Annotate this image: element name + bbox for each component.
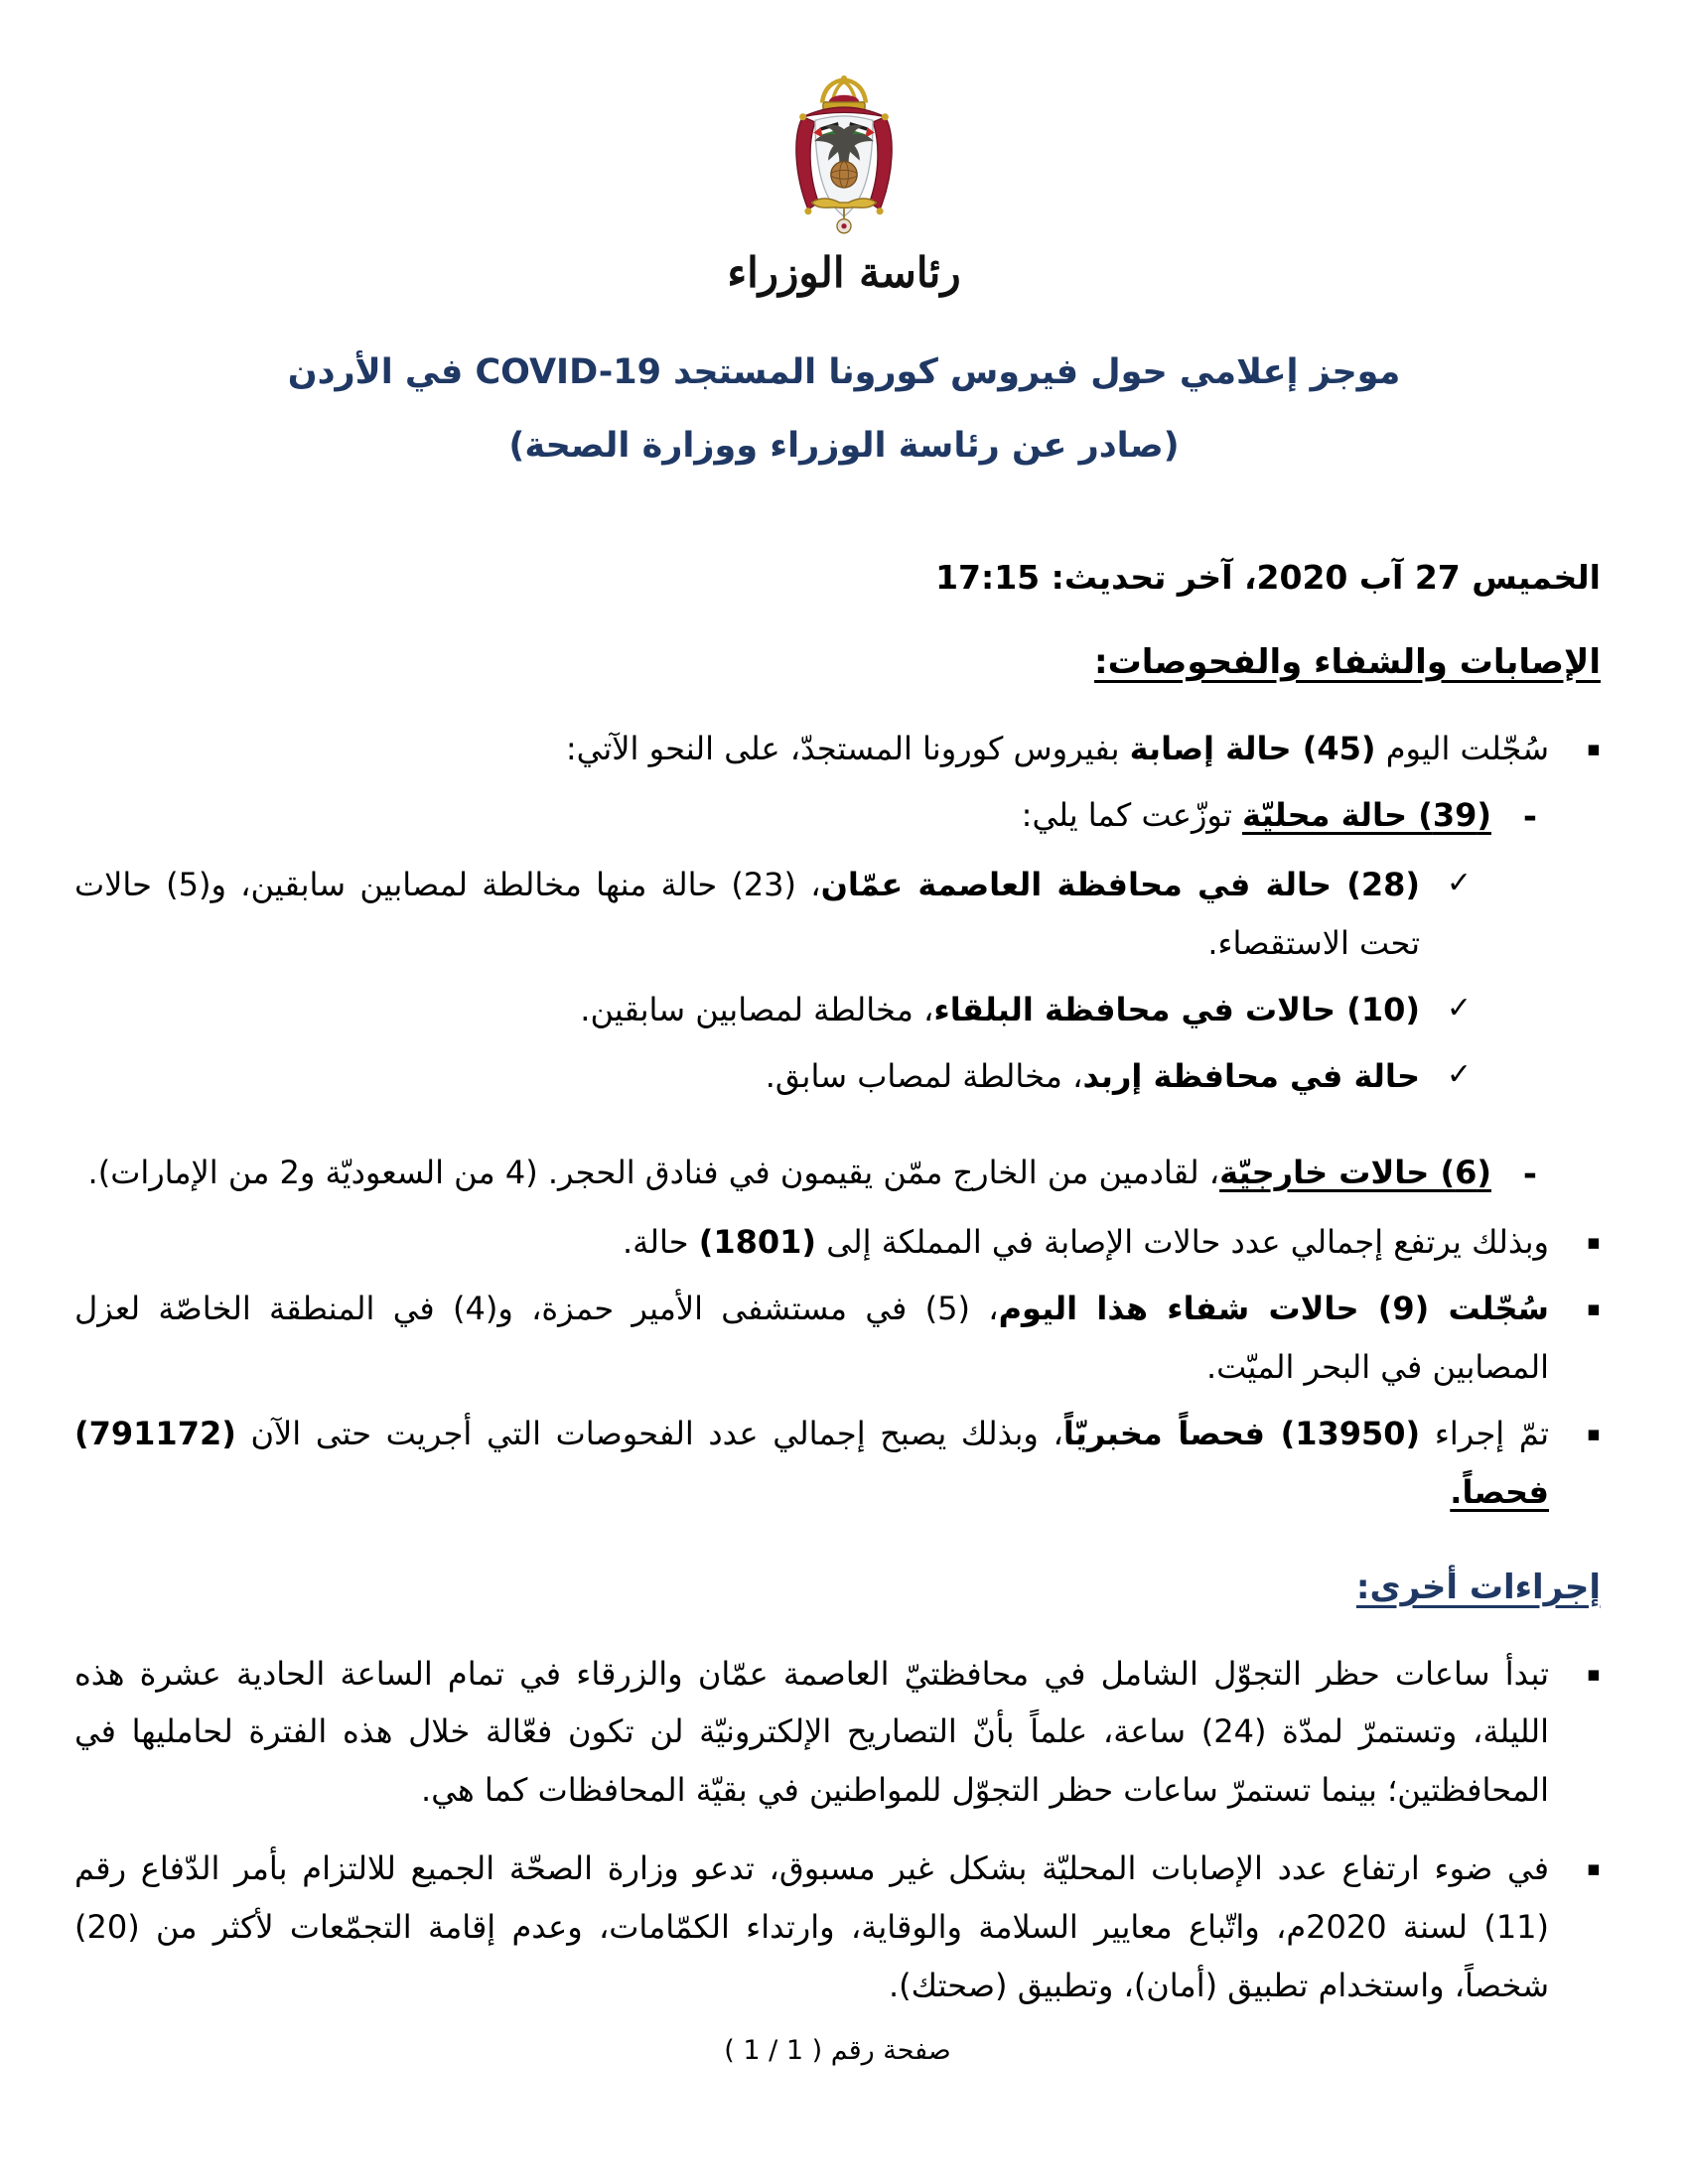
square-bullet-icon: ▪ <box>1586 1856 1601 1881</box>
list-item-text: سُجّلت (9) حالات شفاء هذا اليوم، (5) في مستشفى الأمير حمزة، و(4) في المنطقة الخاصّة لعزل المصابين في البحر الميّت. <box>74 1290 1550 1386</box>
list-item <box>74 1840 1601 2015</box>
measures-list <box>74 1645 1601 2015</box>
list-item-text: حالة في محافظة إربد، مخالطة لمصاب سابق. <box>765 1056 1420 1095</box>
list-item <box>74 981 1601 1039</box>
square-bullet-icon: ▪ <box>1586 1661 1601 1686</box>
list-item <box>74 1645 1601 1821</box>
jordan-coat-of-arms-icon <box>770 71 918 246</box>
list-item <box>74 1213 1601 1272</box>
dash-bullet-icon: - <box>1522 796 1537 837</box>
section-heading-cases: الإصابات والشفاء والفحوصات: <box>1094 641 1601 682</box>
list-item-text: (28) حالة في محافظة العاصمة عمّان، (23) حالة منها مخالطة لمصابين سابقين، و(5) حالات تحت الاستقصاء. <box>74 866 1421 962</box>
list-item-text: (39) حالة محليّة توزّعت كما يلي: <box>1021 795 1491 834</box>
list-item <box>74 1144 1601 1206</box>
cases-list <box>74 720 1601 1522</box>
list-item-text: (10) حالات في محافظة البلقاء، مخالطة لمصابين سابقين. <box>580 990 1420 1028</box>
title-block <box>0 352 1688 467</box>
list-item <box>74 856 1601 973</box>
list-item-text: تمّ إجراء (13950) فحصاً مخبريّاً، وبذلك يصبح إجمالي عدد الفحوصات التي أجريت حتى الآن (791172) فحصاً. <box>74 1414 1550 1511</box>
list-item-text: سُجّلت اليوم (45) حالة إصابة بفيروس كورونا المستجدّ، على النحو الآتي: <box>565 729 1549 767</box>
list-item-text: (6) حالات خارجيّة، لقادمين من الخارج ممّن يقيمون في فنادق الحجر. (4 من السعوديّة و2 من الإمارات). <box>87 1153 1491 1191</box>
dash-bullet-icon: - <box>1522 1154 1537 1194</box>
square-bullet-icon: ▪ <box>1586 1297 1601 1321</box>
list-item-text: تبدأ ساعات حظر التجوّل الشامل في محافظتيّ العاصمة عمّان والزرقاء في تمام الساعة الحادية عشرة هذه الليلة، وتستمرّ لمدّة (24) ساعة، علماً بأنّ التصاريح الإلكترونيّة لن تكون فعّالة خلال هذه الفترة لحامليها في المحافظتين؛ بينما تستمرّ ساعات حظر التجوّل للمواطنين في بقيّة المحافظات كما هي. <box>74 1654 1550 1810</box>
document-title: موجز إعلامي حول فيروس كورونا المستجد COVID-19 في الأردن <box>287 352 1401 392</box>
list-item <box>74 1047 1601 1106</box>
document-body <box>0 558 1688 2066</box>
date-line: الخميس 27 آب 2020، آخر تحديث: 17:15 <box>935 557 1601 597</box>
page-footer: صفحة رقم ( 1 / 1 ) <box>724 2034 951 2066</box>
emblem-caption: رئاسة الوزراء <box>727 248 961 297</box>
list-item <box>74 786 1601 849</box>
list-item <box>74 1405 1601 1522</box>
document-subtitle: (صادر عن رئاسة الوزراء ووزارة الصحة) <box>508 426 1180 467</box>
header-logo-block <box>0 0 1688 297</box>
square-bullet-icon: ▪ <box>1586 1230 1601 1255</box>
square-bullet-icon: ▪ <box>1586 1421 1601 1445</box>
list-item <box>74 720 1601 778</box>
check-bullet-icon: ✓ <box>1446 866 1472 901</box>
check-bullet-icon: ✓ <box>1446 990 1472 1025</box>
list-item <box>74 1280 1601 1397</box>
list-item-text: في ضوء ارتفاع عدد الإصابات المحليّة بشكل غير مسبوق، تدعو وزارة الصحّة الجميع للالتزام بأمر الدّفاع رقم (11) لسنة 2020م، واتّباع معايير السلامة والوقاية، وارتداء الكمّامات، وعدم إقامة التجمّعات لأكثر من (20) شخصاً، واستخدام تطبيق (أمان)، وتطبيق (صحتك). <box>74 1849 1550 2004</box>
list-item-text: وبذلك يرتفع إجمالي عدد حالات الإصابة في المملكة إلى (1801) حالة. <box>622 1223 1549 1262</box>
section-heading-measures: إجراءات أخرى: <box>1355 1567 1601 1607</box>
check-bullet-icon: ✓ <box>1446 1056 1472 1092</box>
square-bullet-icon: ▪ <box>1586 736 1601 760</box>
